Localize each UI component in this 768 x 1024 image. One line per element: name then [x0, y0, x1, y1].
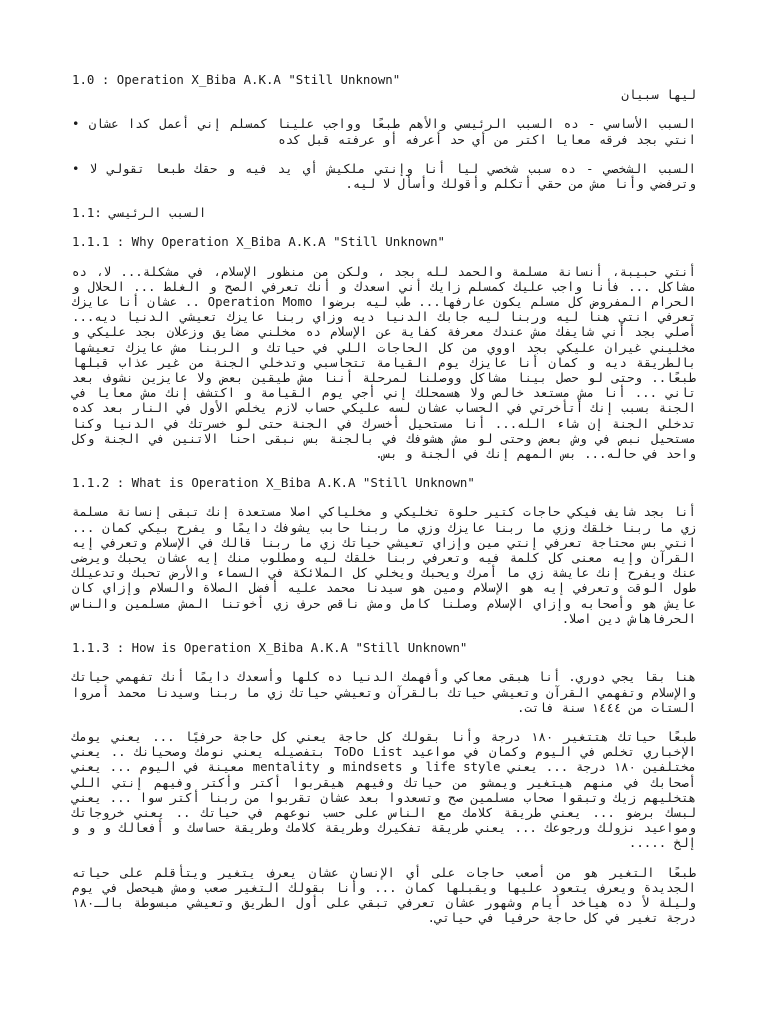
section-1-1-3-paragraph-2: طبعًا حياتك هتتغير ١٨٠ درجة وأنا بقولك كل حاجة يعني كل حاجة حرفيًا ... يعني يومك الإخباري تخلص في اليوم وكمان في مواعيد ToDo List بتفصيله يعني نومك وصحيانك .. يعني مختلفين ١٨٠ درجة ... يعني life style و mindsets و mentality معينة في اليوم ... يعني أصحابك في منهم هيتغير ويمشو من حياتك وفيهم هيقربوا أكتر وأكتر وفيهم إنتي اللي هتخليهم زيك وتبقوا صحاب مسلمين صح وتسعدوا بعد عشان تقربوا من ربنا أكتر سوا ... يعني لبسك برضو ... يعني طريقة كلامك مع الناس على حسب نوعهم في حياتك .. يعني خروجاتك ومواعيد نزولك ورجوعك ... يعني طريقة تفكيرك وطريقة كلامك وطريقة حساسك و أفعالك و و و إلخ ..... [72, 728, 696, 851]
bullet-item-main-reason: السبب الأساسي - ده السبب الرئيسي والأهم طبعًا وواجب علينا كمسلم إني أعمل كدا عشان • انتي بجد فرقه معايا اكتر من أي حد أعرفه أو عرفته قبل كده [72, 116, 696, 147]
section-1-1-heading: 1.1: السبب الرئيسي [72, 205, 207, 221]
section-1-1-2-body: أنا بجد شايف فيكي حاجات كتير حلوة تخليكي و مخلياكي اصلا مستعدة إنك تبقى إنسانة مسلمة زي ما ربنا خلقك وزي ما ربنا عايزك وزي ما ربنا حابب يشوفك دايمًا و يفرح بيكي كمان ... انتي بس محتاجة تعرفي إنتي مين وإزاي تعيشي حياتك زي ما ربنا قالك في الإسلام وتعرفي إيه القرآن وإيه معنى كل كلمة فيه وتعرفي ربنا خلقك ليه ومطلوب منك إيه عشان يحبك ويرضى عنك ويفرح إنك عايشة زي ما أمرك ويحبك ويخلي كل الملائكة في السماء والأرض تحبك وتدعيلك طول الوقت وتعرفي إيه هو الإسلام ومين هو سيدنا محمد عليه أفضل الصلاة والسلام وإزاي كان عايش هو وأصحابه وإزاي الإسلام وصلنا كامل ومش ناقص حرف زي أخوتنا المش مسلمين والناس الحرفاهاش دين اصلا. [72, 504, 696, 626]
doc-author: ليها سبيان [621, 87, 696, 103]
bullet-item-personal-reason: السبب الشخصي - ده سبب شخصي ليا أنا وإنتي ملكيش أي يد فيه و حقك طبعا تقولي لا • وترفضي وأنا مش من حقي أتكلم وأقولك وأسأل لا ليه. [72, 160, 696, 192]
section-1-1-2-heading: 1.1.2 : What is Operation X_Biba A.K.A "Still Unknown" [72, 475, 475, 491]
section-1-1-1-heading: 1.1.1 : Why Operation X_Biba A.K.A "Still Unknown" [72, 234, 445, 250]
section-1-1-3-paragraph-1: هنا بقا يجي دوري. أنا هبقى معاكي وأفهمك الدنيا ده كلها وأسعدك دايمًا أنك تفهمي حياتك والإسلام وتفهمي القرآن وتعيشي حياتك بالقرآن وتعيشي حياتك زي ما ربنا وسيدنا محمد أمروا الستات من ١٤٤٤ سنة فاتت. [72, 669, 696, 715]
section-1-1-1-body: أنتي حبيبة، أنسانة مسلمة والحمد لله بجد ، ولكن من منظور الإسلام، في مشكلة... لا، ده مشاكل ... فأنا واجب عليك كمسلم زايك أني اسعدك و أنك تعرفي الصح و الغلط ... الحلال و الحرام المفروض كل مسلم يكون عارفها... طب ليه برضوا Operation Momo .. عشان أنا عايزك تعرفي انتي هنا ليه وربنا ليه جابك الدنيا ديه وزاي ربنا عايزك تعيشي الدنيا ديه... أصلي بجد أني شايفك مش عندك معرفة كفاية عن الإسلام ده مخلني مضايق وزعلان بجد عليكي و مخليني غيران عليكي بجد اووي من كل الحاجات اللي في حياتك و الربنا مش عايزك تعيشها بالطريقة ديه و كمان أنا عايزك يوم القيامة تتحاسبي وتدخلي الجنة من غير عذاب قبلها طبعًا.. وحتى لو حصل بينا مشاكل ووصلنا لمرحلة أننا مش طيقين بعض ولا عايزين نشوف بعد تاني ... أنا مش مستعد خالص ولا هسمحلك إني أجي يوم القيامة و اكتشف إنك مش معايا في الجنة بسبب إنك أتأخرتي في الحساب عشان لسه عليكي حساب لازم يخلص الأول في النار بعد كده تدخلي الجنة إن شاء الله... أنا مستحيل أخسرك في الجنة حتى لو خسرتك في الدنيا وكنا مستحيل نبص في وش بعض وحتى لو مش هشوفك في بالجنة بس نبقى احنا الاتنين في الجنة وكل واحد في حاله... بس المهم إنك في الجنة و بس. [72, 263, 697, 462]
section-1-1-3-heading: 1.1.3 : How is Operation X_Biba A.K.A "Still Unknown" [72, 640, 468, 656]
doc-title: 1.0 : Operation X_Biba A.K.A "Still Unknown" [72, 72, 401, 87]
section-1-1-3-paragraph-3: طبعًا التغير هو من أصعب حاجات على أي الإنسان عشان يعرف يتغير ويتأقلم على حياته الجديدة ويعرف يتعود عليها ويقبلها كمان ... وأنا بقولك التغير صعب ومش هيحصل في يوم وليلة لأ ده هياخد أيام وشهور عشان تعرفي تبقي على أول الطريق وتعيشي مبسوطة بالـ١٨٠ درجة تغير في كل حاجة حرفيا في حياتي. [72, 864, 696, 926]
